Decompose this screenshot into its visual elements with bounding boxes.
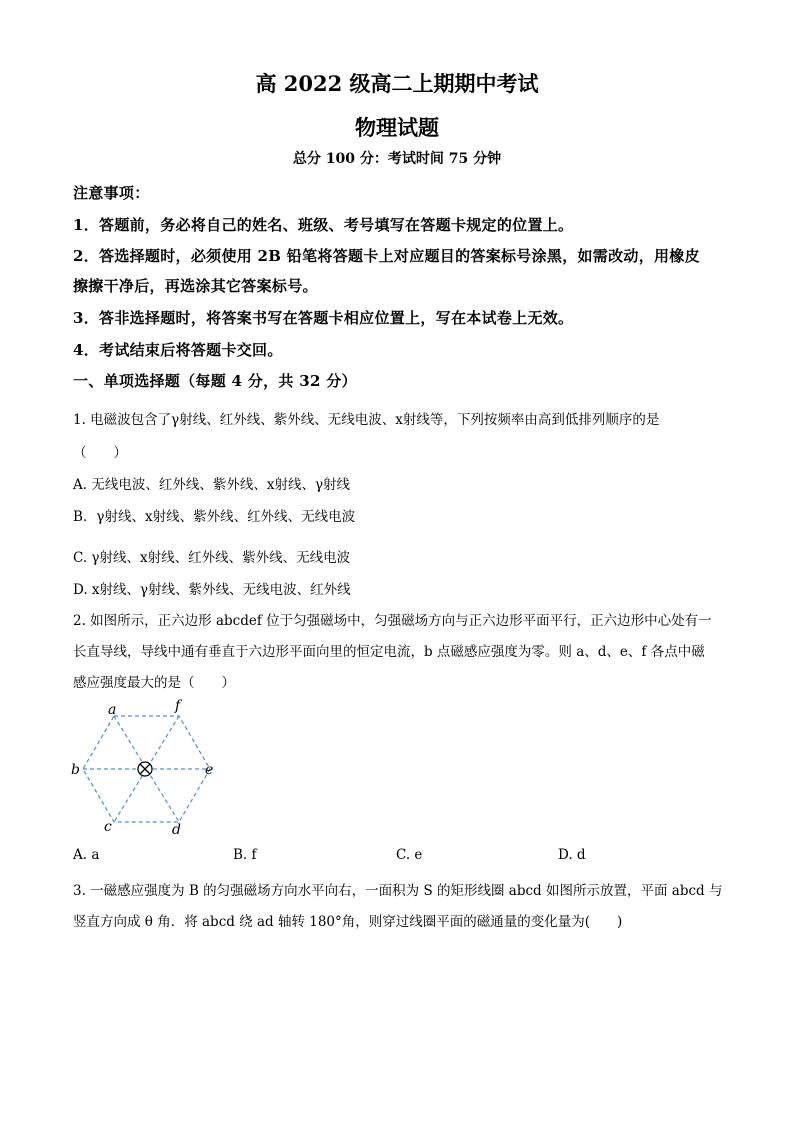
q2-option-d: D. d xyxy=(558,847,586,863)
notice-item-2: 2．答选择题时，必须使用 2B 铅笔将答题卡上对应题目的答案标号涂黑，如需改动，用橡皮 xyxy=(73,247,700,265)
q1-stem: 1. 电磁波包含了γ射线、红外线、紫外线、无线电波、x射线等，下列按频率由高到低排列顺序的是 xyxy=(73,412,660,428)
label-a: a xyxy=(108,702,117,718)
notice-item-1: 1．答题前，务必将自己的姓名、班级、考号填写在答题卡规定的位置上。 xyxy=(73,216,574,234)
q2-options xyxy=(73,847,733,867)
score-time: 总分 100 分：考试时间 75 分钟 xyxy=(292,151,502,167)
q2-stem-line-2: 长直导线，导线中通有垂直于六边形平面向里的恒定电流，b 点磁感应强度为零。则 a、d、e、f 各点中磁 xyxy=(73,644,705,660)
q1-option-b: B．γ射线、x射线、紫外线、红外线、无线电波 xyxy=(73,509,356,525)
section-heading: 一、单项选择题（每题 4 分，共 32 分） xyxy=(73,372,357,390)
label-b: b xyxy=(71,762,80,778)
q2-stem-line-1: 2. 如图所示，正六边形 abcdef 位于匀强磁场中，匀强磁场方向与正六边形平面平行，正六边形中心处有一 xyxy=(73,613,712,629)
hexagon-figure xyxy=(70,696,220,841)
notice-heading: 注意事项： xyxy=(73,184,150,202)
q2-stem-line-3: 感应强度最大的是（ ） xyxy=(73,675,235,691)
q2-option-c: C. e xyxy=(396,847,423,863)
q1-option-c: C. γ射线、x射线、红外线、紫外线、无线电波 xyxy=(73,550,351,566)
label-f: f xyxy=(175,698,181,714)
q1-stem-paren: （ ） xyxy=(73,445,127,461)
notice-item-3: 3．答非选择题时，将答案书写在答题卡相应位置上，写在本试卷上无效。 xyxy=(73,309,574,327)
q2-option-a: A. a xyxy=(73,847,100,863)
subject-title: 物理试题 xyxy=(355,115,439,140)
notice-item-2-cont: 擦擦干净后，再选涂其它答案标号。 xyxy=(73,277,318,295)
q3-stem-line-1: 3. 一磁感应强度为 B 的匀强磁场方向水平向右，一面积为 S 的矩形线圈 abcd 如图所示放置，平面 abcd 与 xyxy=(73,883,723,899)
exam-title: 高 2022 级高二上期期中考试 xyxy=(255,71,539,96)
label-d: d xyxy=(172,822,181,838)
notice-item-4: 4．考试结束后将答题卡交回。 xyxy=(73,341,283,359)
label-c: c xyxy=(104,819,112,835)
q2-option-b: B. f xyxy=(233,847,257,863)
q3-stem-line-2: 竖直方向成 θ 角．将 abcd 绕 ad 轴转 180°角，则穿过线圈平面的磁通量的变化量为( ) xyxy=(73,914,623,930)
label-e: e xyxy=(205,762,214,778)
q1-option-d: D. x射线、γ射线、紫外线、无线电波、红外线 xyxy=(73,582,351,598)
q1-option-a: A. 无线电波、红外线、紫外线、x射线、γ射线 xyxy=(73,477,351,493)
